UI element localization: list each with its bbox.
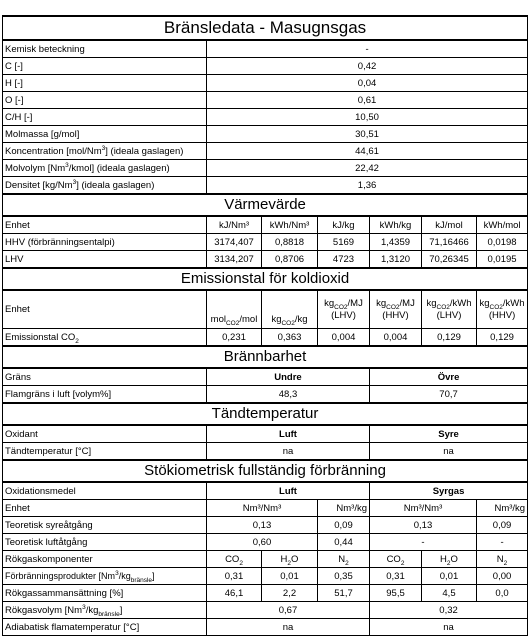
oxygen-header: Syre (370, 425, 528, 443)
flue-vol-oxygen: 0,32 (370, 602, 528, 619)
table-row (3, 251, 528, 269)
table-row (3, 177, 528, 195)
composition-value: 46,1 (207, 585, 262, 602)
products-value: 0,01 (422, 568, 477, 585)
table-row (3, 40, 528, 58)
hhv-value: 1,4359 (370, 234, 422, 251)
component-cell: $CO_2$ (370, 551, 422, 568)
products-value: 0,31 (207, 568, 262, 585)
section-title: Emissionstal för koldioxid (3, 268, 528, 290)
section-header-stoich (3, 460, 528, 482)
air-value: na (207, 443, 370, 461)
table-row (3, 551, 528, 568)
component-cell: $N_2$ (318, 551, 370, 568)
unit-cell: kJ/kg (318, 216, 370, 234)
flue-vol-air: 0,67 (207, 602, 370, 619)
table-row (3, 619, 528, 636)
air-req-value: - (370, 534, 477, 551)
section-title: Värmevärde (3, 194, 528, 216)
table-row (3, 425, 528, 443)
lhv-value: 3134,207 (207, 251, 262, 269)
table-row (3, 126, 528, 143)
fuel-data-sheet (2, 15, 527, 636)
table-row (3, 290, 528, 329)
oxygen-header: Syrgas (370, 482, 528, 500)
products-value: 0,00 (477, 568, 528, 585)
unit-cell: $kg_{CO2}/kg$ (262, 290, 318, 329)
basic-value: 30,51 (207, 126, 528, 143)
basic-value: 0,61 (207, 92, 528, 109)
air-req-label: Teoretisk luftåtgång (3, 534, 207, 551)
component-cell: $N_2$ (477, 551, 528, 568)
section-title: Brännbarhet (3, 346, 528, 368)
lower-header: Undre (207, 368, 370, 386)
ignition-label: Tändtemperatur [°C] (3, 443, 207, 461)
component-cell: $H_2O$ (262, 551, 318, 568)
o2-req-value: 0,09 (318, 517, 370, 534)
unit-label: Enhet (3, 500, 207, 517)
emission-label: Emissionstal $CO_2$ (3, 329, 207, 347)
o2-req-value: 0,13 (370, 517, 477, 534)
basic-value: 44,61 (207, 143, 528, 160)
unit-cell: mol$_{CO2}$/mol (207, 290, 262, 329)
table-row (3, 75, 528, 92)
hhv-value: 0,8818 (262, 234, 318, 251)
unit-cell: $kg_{CO2}/MJ$ (HHV) (370, 290, 422, 329)
flue-vol-label: Rökgasvolym $[Nm^3/kg_{bränsle}]$ (3, 602, 207, 619)
basic-label: C [-] (3, 58, 207, 75)
lhv-value: 1,3120 (370, 251, 422, 269)
o2-req-value: 0,13 (207, 517, 318, 534)
basic-value: 0,04 (207, 75, 528, 92)
table-row (3, 58, 528, 75)
basic-value: - (207, 40, 528, 58)
table-row (3, 234, 528, 251)
sheet-title: Bränsledata - Masugnsgas (3, 16, 528, 40)
air-req-value: 0,44 (318, 534, 370, 551)
unit-cell: Nm³/kg (318, 500, 370, 517)
table-row (3, 368, 528, 386)
flame-temp-oxygen: na (370, 619, 528, 636)
unit-cell: $kg_{CO2}$/kWh (HHV) (477, 290, 528, 329)
table-row (3, 92, 528, 109)
basic-label: Koncentration [mol/Nm$^3$] (ideala gaslagen) (3, 143, 207, 160)
flue-comp-label: Rökgaskomponenter (3, 551, 207, 568)
unit-cell: kJ/mol (422, 216, 477, 234)
basic-value: 10,50 (207, 109, 528, 126)
hhv-value: 5169 (318, 234, 370, 251)
air-req-value: 0,60 (207, 534, 318, 551)
basic-label: C/H [-] (3, 109, 207, 126)
flame-temp-label: Adiabatisk flamatemperatur [°C] (3, 619, 207, 636)
section-header-emission (3, 268, 528, 290)
basic-label: O [-] (3, 92, 207, 109)
section-header-heating (3, 194, 528, 216)
fuel-data-table (2, 15, 528, 636)
title-row (3, 16, 528, 40)
medium-label: Oxidationsmedel (3, 482, 207, 500)
hhv-value: 0,0198 (477, 234, 528, 251)
composition-value: 95,5 (370, 585, 422, 602)
basic-label: Molmassa [g/mol] (3, 126, 207, 143)
table-row (3, 386, 528, 404)
products-value: 0,35 (318, 568, 370, 585)
basic-label: Molvolym [Nm$^3$/kmol] (ideala gaslagen) (3, 160, 207, 177)
unit-cell: kWh/Nm³ (262, 216, 318, 234)
unit-cell: Nm³/Nm³ (207, 500, 318, 517)
basic-value: 0,42 (207, 58, 528, 75)
table-row (3, 143, 528, 160)
lhv-label: LHV (3, 251, 207, 269)
unit-label: Enhet (3, 290, 207, 329)
hhv-value: 3174,407 (207, 234, 262, 251)
table-row (3, 109, 528, 126)
air-req-value: - (477, 534, 528, 551)
table-row (3, 602, 528, 619)
lhv-value: 4723 (318, 251, 370, 269)
lhv-value: 0,8706 (262, 251, 318, 269)
hhv-label: HHV (förbränningsentalpi) (3, 234, 207, 251)
basic-value: 22,42 (207, 160, 528, 177)
products-label: Förbränningsprodukter $[Nm^3/kg_{bränsle}]$ (3, 568, 207, 585)
composition-value: 51,7 (318, 585, 370, 602)
unit-cell: Nm³/Nm³ (370, 500, 477, 517)
section-header-ignition (3, 403, 528, 425)
table-row (3, 216, 528, 234)
table-row (3, 534, 528, 551)
upper-header: Övre (370, 368, 528, 386)
air-header: Luft (207, 482, 370, 500)
unit-cell: kWh/mol (477, 216, 528, 234)
unit-cell: $kg_{CO2}$/kWh (LHV) (422, 290, 477, 329)
flammability-label: Flamgräns i luft [volym%] (3, 386, 207, 404)
table-row (3, 443, 528, 461)
composition-value: 2,2 (262, 585, 318, 602)
component-cell: $H_2O$ (422, 551, 477, 568)
table-row (3, 517, 528, 534)
lower-value: 48,3 (207, 386, 370, 404)
emission-value: 0,231 (207, 329, 262, 347)
composition-value: 4,5 (422, 585, 477, 602)
products-value: 0,01 (262, 568, 318, 585)
table-row (3, 160, 528, 177)
air-header: Luft (207, 425, 370, 443)
emission-value: 0,004 (318, 329, 370, 347)
lhv-value: 70,26345 (422, 251, 477, 269)
component-cell: $CO_2$ (207, 551, 262, 568)
section-header-flammability (3, 346, 528, 368)
emission-value: 0,004 (370, 329, 422, 347)
emission-value: 0,129 (422, 329, 477, 347)
emission-value: 0,129 (477, 329, 528, 347)
products-value: 0,31 (370, 568, 422, 585)
lhv-value: 0,0195 (477, 251, 528, 269)
section-title: Tändtemperatur (3, 403, 528, 425)
oxidant-label: Oxidant (3, 425, 207, 443)
section-title: Stökiometrisk fullständig förbränning (3, 460, 528, 482)
table-row (3, 482, 528, 500)
basic-label: Densitet [kg/Nm$^3$] (ideala gaslagen) (3, 177, 207, 195)
table-row (3, 500, 528, 517)
table-row (3, 329, 528, 347)
unit-cell: $kg_{CO2}/MJ$ (LHV) (318, 290, 370, 329)
unit-cell: kWh/kg (370, 216, 422, 234)
unit-cell: kJ/Nm³ (207, 216, 262, 234)
flame-temp-air: na (207, 619, 370, 636)
composition-value: 0,0 (477, 585, 528, 602)
basic-label: Kemisk beteckning (3, 40, 207, 58)
unit-cell: Nm³/kg (477, 500, 528, 517)
hhv-value: 71,16466 (422, 234, 477, 251)
unit-label: Enhet (3, 216, 207, 234)
upper-value: 70,7 (370, 386, 528, 404)
basic-value: 1,36 (207, 177, 528, 195)
oxygen-value: na (370, 443, 528, 461)
table-row (3, 585, 528, 602)
emission-value: 0,363 (262, 329, 318, 347)
basic-label: H [-] (3, 75, 207, 92)
composition-label: Rökgassammansättning [%] (3, 585, 207, 602)
table-row (3, 568, 528, 585)
limit-label: Gräns (3, 368, 207, 386)
o2-req-value: 0,09 (477, 517, 528, 534)
o2-req-label: Teoretisk syreåtgång (3, 517, 207, 534)
